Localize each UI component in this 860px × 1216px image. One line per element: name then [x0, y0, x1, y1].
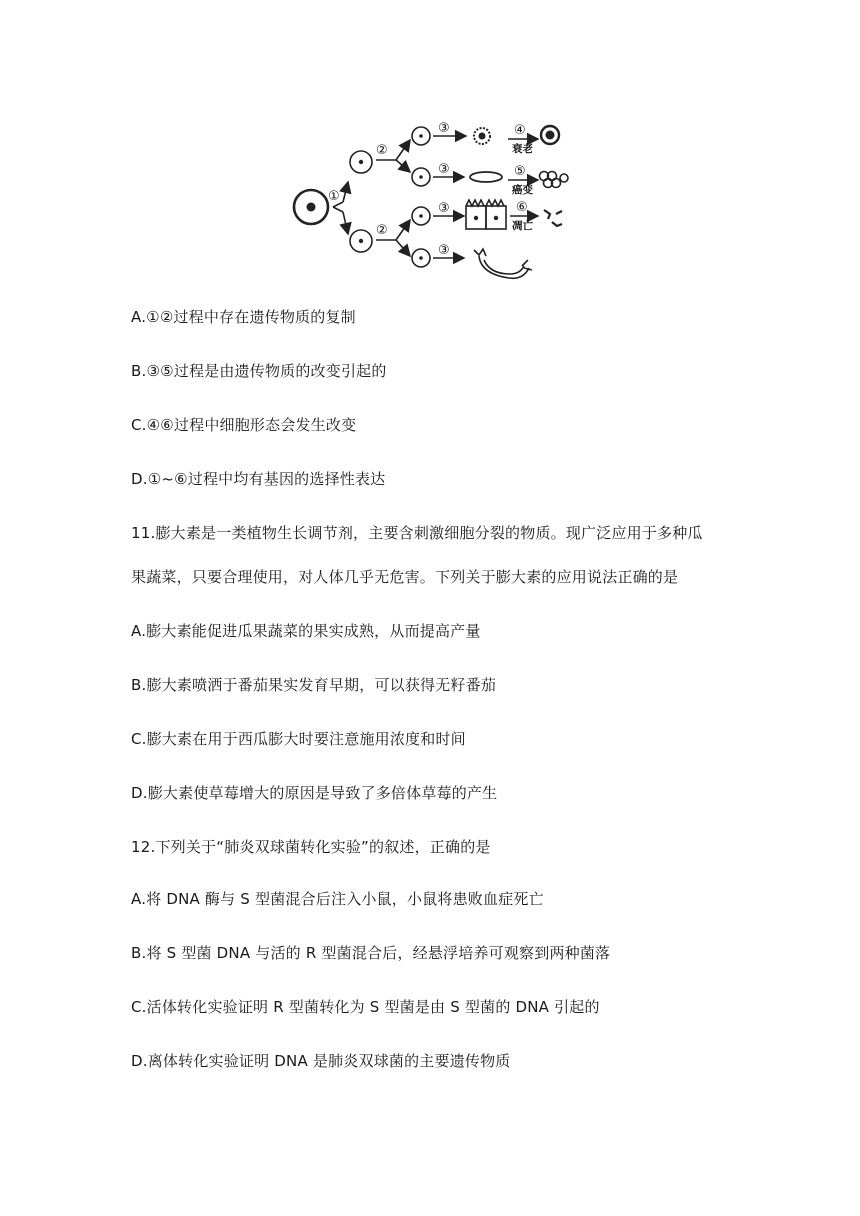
q12-option-c: C.活体转化实验证明 R 型菌转化为 S 型菌是由 S 型菌的 DNA 引起的	[131, 998, 600, 1016]
q11-stem-line2: 果蔬菜，只要合理使用，对人体几乎无危害。下列关于膨大素的应用说法正确的是	[131, 568, 679, 586]
q12-stem: 12.下列关于“肺炎双球菌转化实验”的叙述，正确的是	[131, 838, 491, 856]
label-step3-row3: ③	[438, 201, 450, 216]
q10-option-c: C.④⑥过程中细胞形态会发生改变	[131, 416, 357, 434]
label-step2-bottom: ②	[376, 223, 388, 238]
q11-stem-line1: 11.膨大素是一类植物生长调节剂，主要含刺激细胞分裂的物质。现广泛应用于多种瓜	[131, 524, 703, 542]
label-step2-top: ②	[376, 143, 388, 158]
label-death: 凋亡	[512, 220, 533, 232]
label-step3-row2: ③	[438, 162, 450, 177]
cell-process-diagram	[286, 110, 586, 285]
q12-option-a: A.将 DNA 酶与 S 型菌混合后注入小鼠，小鼠将患败血症死亡	[131, 890, 544, 908]
label-step4: ④	[514, 123, 526, 138]
q10-option-d: D.①~⑥过程中均有基因的选择性表达	[131, 470, 386, 488]
q10-option-a: A.①②过程中存在遗传物质的复制	[131, 308, 356, 326]
label-cancer: 癌变	[512, 184, 533, 196]
label-step6: ⑥	[516, 200, 528, 215]
q11-option-a: A.膨大素能促进瓜果蔬菜的果实成熟，从而提高产量	[131, 622, 481, 640]
q12-option-d: D.离体转化实验证明 DNA 是肺炎双球菌的主要遗传物质	[131, 1052, 511, 1070]
label-aging: 衰老	[512, 143, 533, 155]
q11-option-c: C.膨大素在用于西瓜膨大时要注意施用浓度和时间	[131, 730, 466, 748]
q10-option-b: B.③⑤过程是由遗传物质的改变引起的	[131, 362, 387, 380]
label-step3-row4: ③	[438, 243, 450, 258]
q12-option-b: B.将 S 型菌 DNA 与活的 R 型菌混合后，经悬浮培养可观察到两种菌落	[131, 944, 611, 962]
label-step3-row1: ③	[438, 121, 450, 136]
label-step1: ①	[328, 189, 340, 204]
q11-option-b: B.膨大素喷洒于番茄果实发育早期，可以获得无籽番茄	[131, 676, 497, 694]
label-step5: ⑤	[514, 164, 526, 179]
q11-option-d: D.膨大素使草莓增大的原因是导致了多倍体草莓的产生	[131, 784, 498, 802]
